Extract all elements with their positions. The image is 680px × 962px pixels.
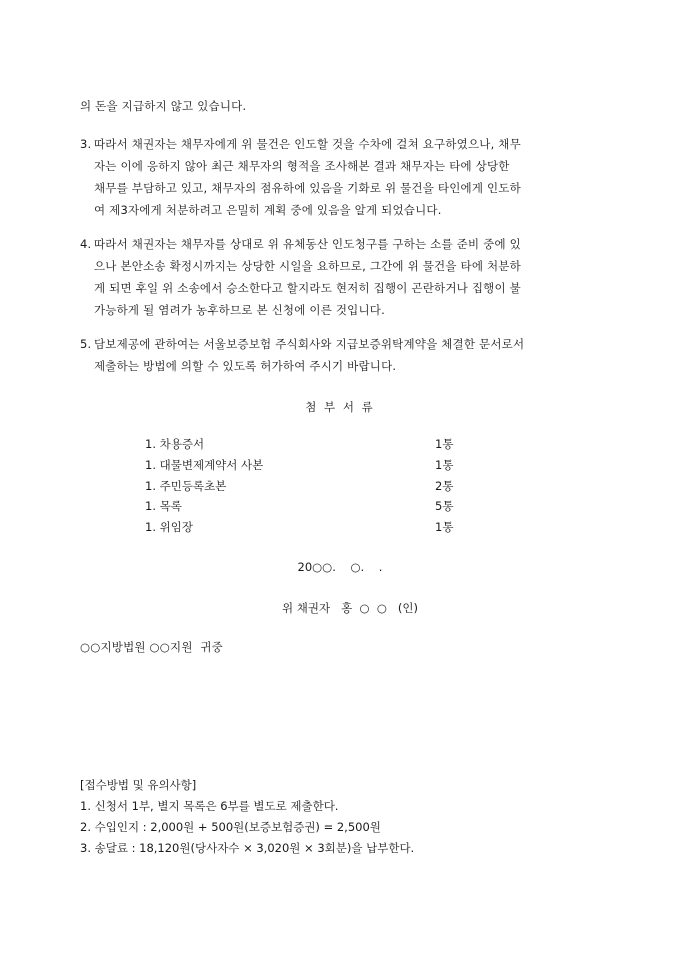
- paragraph-5: [80, 333, 524, 377]
- note-item: 1. 신청서 1부, 별지 목록은 6부를 별도로 제출한다.: [80, 799, 339, 813]
- paragraph-line: 따라서 채권자는 채무자를 상대로 위 유체동산 인도청구를 구하는 소를 준비 중에 있: [94, 237, 521, 251]
- notes-title: [접수방법 및 유의사항]: [80, 778, 197, 792]
- intro-line: [80, 95, 246, 117]
- attachment-qty: 1통: [435, 437, 454, 451]
- attachment-name: 1. 차용증서: [145, 437, 205, 451]
- attachment-row: [145, 455, 465, 475]
- paragraph-number: 5.: [80, 337, 92, 351]
- paragraph-number: 4.: [80, 237, 92, 251]
- attachment-row: [145, 476, 465, 496]
- note-item: 2. 수입인지 : 2,000원 + 500원(보증보험증권) = 2,500원: [80, 820, 381, 834]
- attachment-qty: 1통: [435, 458, 454, 472]
- paragraph-line: 자는 이에 응하지 않아 최근 채무자의 형적을 조사해본 결과 채무자는 타에 상당한: [94, 159, 510, 173]
- paragraph-line: 으나 본안소송 확정시까지는 상당한 시일을 요하므로, 그간에 위 물건을 타에 처분하: [94, 259, 521, 273]
- paragraph-line: 제출하는 방법에 의할 수 있도록 허가하여 주시기 바랍니다.: [94, 359, 397, 373]
- intro-text: 의 돈을 지급하지 않고 있습니다.: [80, 99, 247, 113]
- paragraph-line: 담보제공에 관하여는 서울보증보험 주식회사와 지급보증위탁계약을 체결한 문서로서: [94, 337, 525, 351]
- note-item: 3. 송달료 : 18,120원(당사자수 × 3,020원 × 3회분)을 납부한다.: [80, 841, 415, 855]
- attachment-qty: 2통: [435, 479, 454, 493]
- paragraph-line: 여 제3자에게 처분하려고 은밀히 계획 중에 있음을 알게 되었습니다.: [94, 203, 442, 217]
- attachments-title: 첨 부 서 류: [305, 400, 375, 414]
- paragraph-line: 가능하게 될 염려가 농후하므로 본 신청에 이른 것입니다.: [94, 303, 385, 317]
- attachment-row: [145, 496, 465, 516]
- attachment-name: 1. 위임장: [145, 520, 193, 534]
- paragraph-line: 따라서 채권자는 채무자에게 위 물건은 인도할 것을 수차에 걸쳐 요구하였으나, 채무: [94, 137, 521, 151]
- signature-line: 위 채권자 홍 ○ ○ (인): [282, 601, 418, 615]
- attachment-name: 1. 목록: [145, 499, 182, 513]
- attachment-name: 1. 주민등록초본: [145, 479, 227, 493]
- paragraph-number: 3.: [80, 137, 92, 151]
- paragraph-line: 게 되면 후일 위 소송에서 승소한다고 할지라도 현저히 집행이 곤란하거나 집행이 불: [94, 281, 521, 295]
- attachment-row: [145, 517, 465, 537]
- attachment-name: 1. 대물변제계약서 사본: [145, 458, 264, 472]
- attachment-qty: 5통: [435, 499, 454, 513]
- notes-section: [80, 775, 414, 859]
- paragraph-line: 채무를 부담하고 있고, 채무자의 점유하에 있음을 기화로 위 물건을 타인에게 인도하: [94, 181, 521, 195]
- paragraph-4: [80, 233, 521, 321]
- paragraph-3: [80, 133, 521, 221]
- attachment-qty: 1통: [435, 520, 454, 534]
- date-line: 20○○. ○. .: [297, 560, 383, 574]
- court-line: ○○지방법원 ○○지원 귀중: [80, 640, 223, 654]
- attachment-row: [145, 434, 465, 454]
